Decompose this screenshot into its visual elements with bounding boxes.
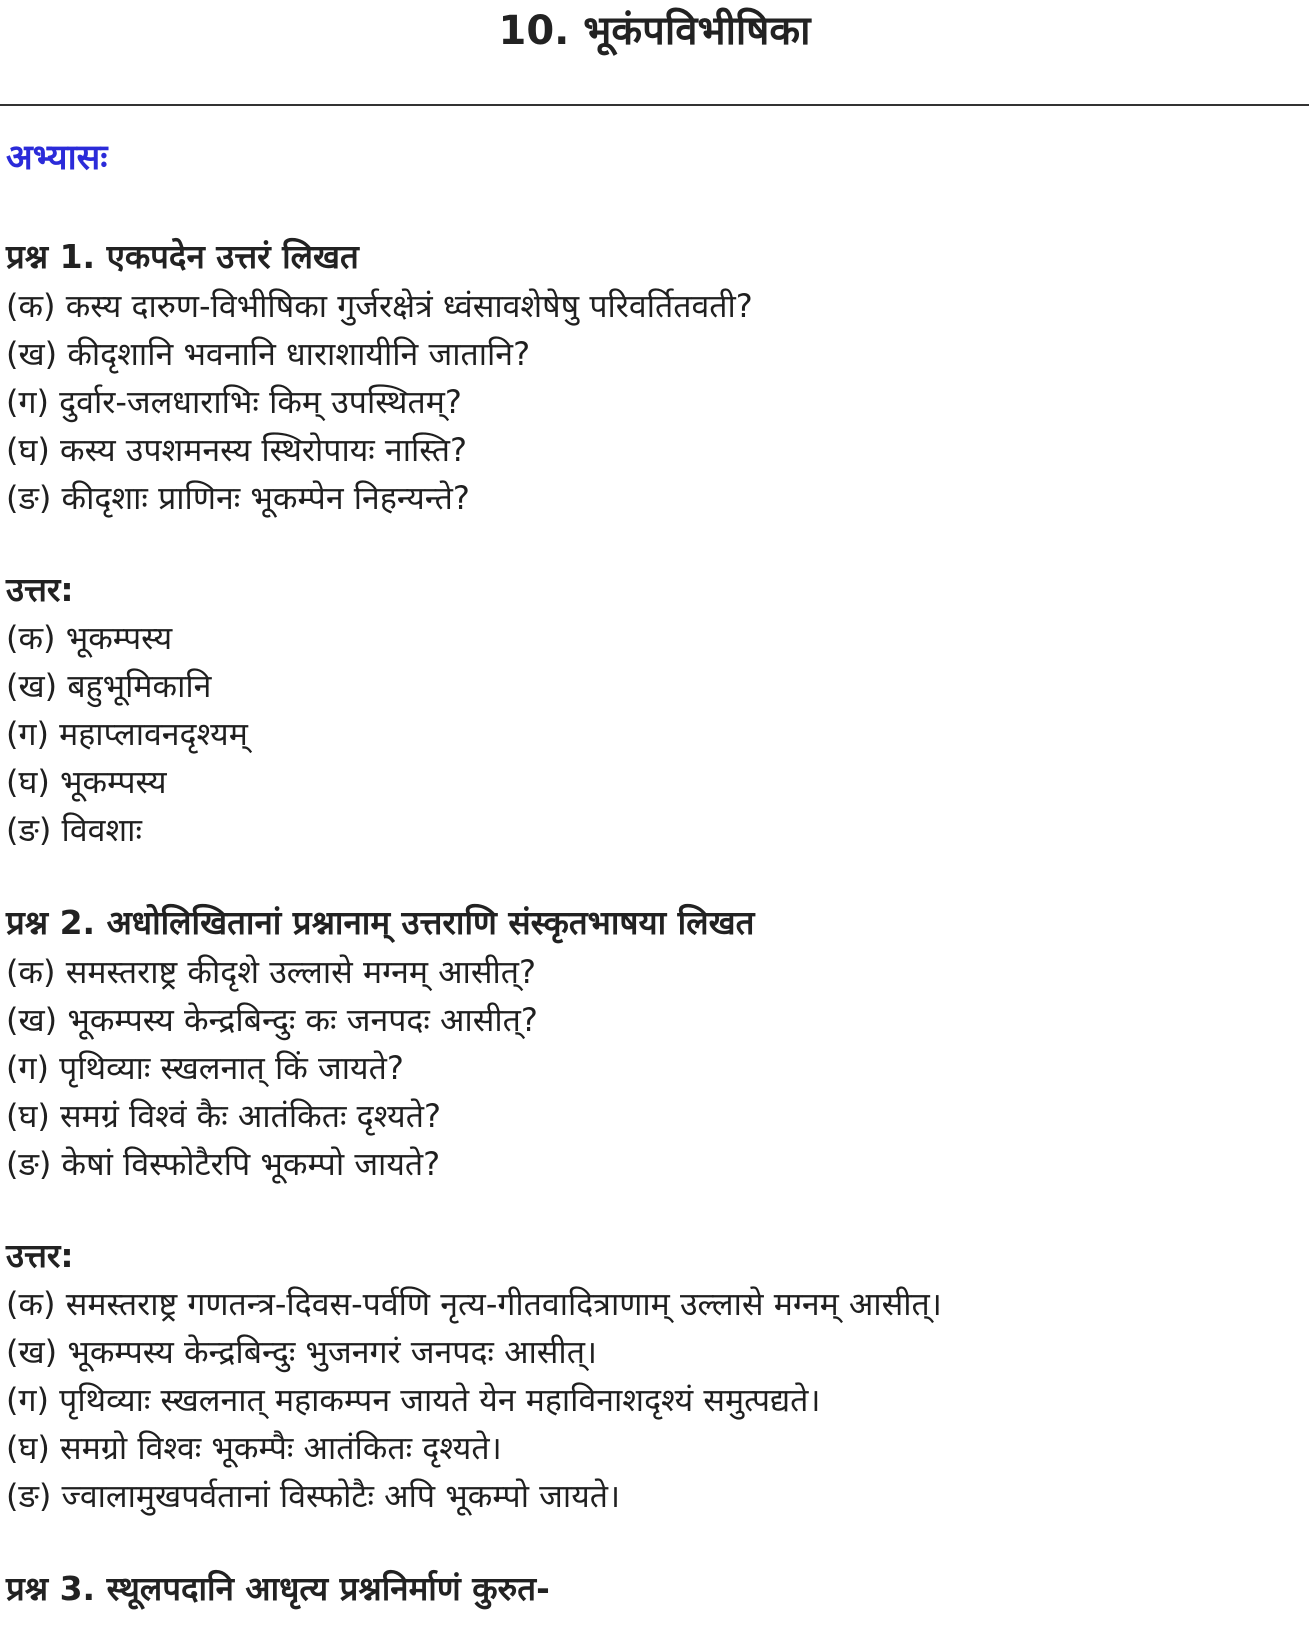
question-1-heading: प्रश्न 1. एकपदेन उत्तरं लिखत xyxy=(6,237,359,276)
spacer xyxy=(6,522,1296,566)
answer-2-heading: उत्तर: xyxy=(6,1236,74,1275)
question-1-block xyxy=(6,232,1296,854)
answer-1-item: (ङ) विवशाः xyxy=(6,811,142,849)
answer-1-item: (ग) महाप्लावनदृश्यम् xyxy=(6,715,248,753)
question-1-item: (क) कस्य दारुण-विभीषिका गुर्जरक्षेत्रं ध्वंसावशेषेषु परिवर्तितवती? xyxy=(6,287,753,325)
answer-2-item: (ग) पृथिव्याः स्खलनात् महाकम्पन जायते येन महाविनाशदृश्यं समुत्पद्यते। xyxy=(6,1381,821,1419)
answer-2-item: (ङ) ज्वालामुखपर्वतानां विस्फोटैः अपि भूकम्पो जायते। xyxy=(6,1477,621,1515)
question-2-item: (ख) भूकम्पस्य केन्द्रबिन्दुः कः जनपदः आसीत्? xyxy=(6,1001,538,1039)
spacer xyxy=(6,1188,1296,1232)
document-body xyxy=(6,128,1296,1614)
spacer xyxy=(6,854,1296,898)
answer-2-item: (क) समस्तराष्ट्र गणतन्त्र-दिवस-पर्वणि नृत्य-गीतवादित्राणाम् उल्लासे मग्नम् आसीत्। xyxy=(6,1285,942,1323)
answer-1-item: (क) भूकम्पस्य xyxy=(6,619,173,657)
question-1-item: (ग) दुर्वार-जलधाराभिः किम् उपस्थितम्? xyxy=(6,383,462,421)
title-divider xyxy=(0,104,1309,106)
spacer xyxy=(6,1520,1296,1564)
answer-1-item: (घ) भूकम्पस्य xyxy=(6,763,167,801)
question-2-heading: प्रश्न 2. अधोलिखितानां प्रश्नानाम् उत्तराणि संस्कृतभाषया लिखत xyxy=(6,903,755,942)
answer-1-heading: उत्तर: xyxy=(6,570,74,609)
question-1-item: (घ) कस्य उपशमनस्य स्थिरोपायः नास्ति? xyxy=(6,431,467,469)
question-2-block xyxy=(6,898,1296,1520)
question-2-item: (ङ) केषां विस्फोटैरपि भूकम्पो जायते? xyxy=(6,1145,441,1183)
question-1-item: (ङ) कीदृशाः प्राणिनः भूकम्पेन निहन्यन्ते? xyxy=(6,479,470,517)
question-3-block xyxy=(6,1564,1296,1614)
question-3-heading: प्रश्न 3. स्थूलपदानि आधृत्य प्रश्ननिर्माणं कुरुत- xyxy=(6,1569,550,1608)
page-title: 10. भूकंपविभीषिका xyxy=(498,8,811,54)
question-2-item: (ग) पृथिव्याः स्खलनात् किं जायते? xyxy=(6,1049,404,1087)
answer-2-item: (ख) भूकम्पस्य केन्द्रबिन्दुः भुजनगरं जनपदः आसीत्। xyxy=(6,1333,598,1371)
section-heading: अभ्यासः xyxy=(6,138,108,178)
spacer xyxy=(6,188,1296,232)
answer-1-item: (ख) बहुभूमिकानि xyxy=(6,667,212,705)
question-2-item: (घ) समग्रं विश्वं कैः आतंकितः दृश्यते? xyxy=(6,1097,441,1135)
question-1-item: (ख) कीदृशानि भवनानि धाराशायीनि जातानि? xyxy=(6,335,531,373)
answer-2-item: (घ) समग्रो विश्वः भूकम्पैः आतंकितः दृश्यते। xyxy=(6,1429,502,1467)
question-2-item: (क) समस्तराष्ट्र कीदृशे उल्लासे मग्नम् आसीत्? xyxy=(6,953,536,991)
